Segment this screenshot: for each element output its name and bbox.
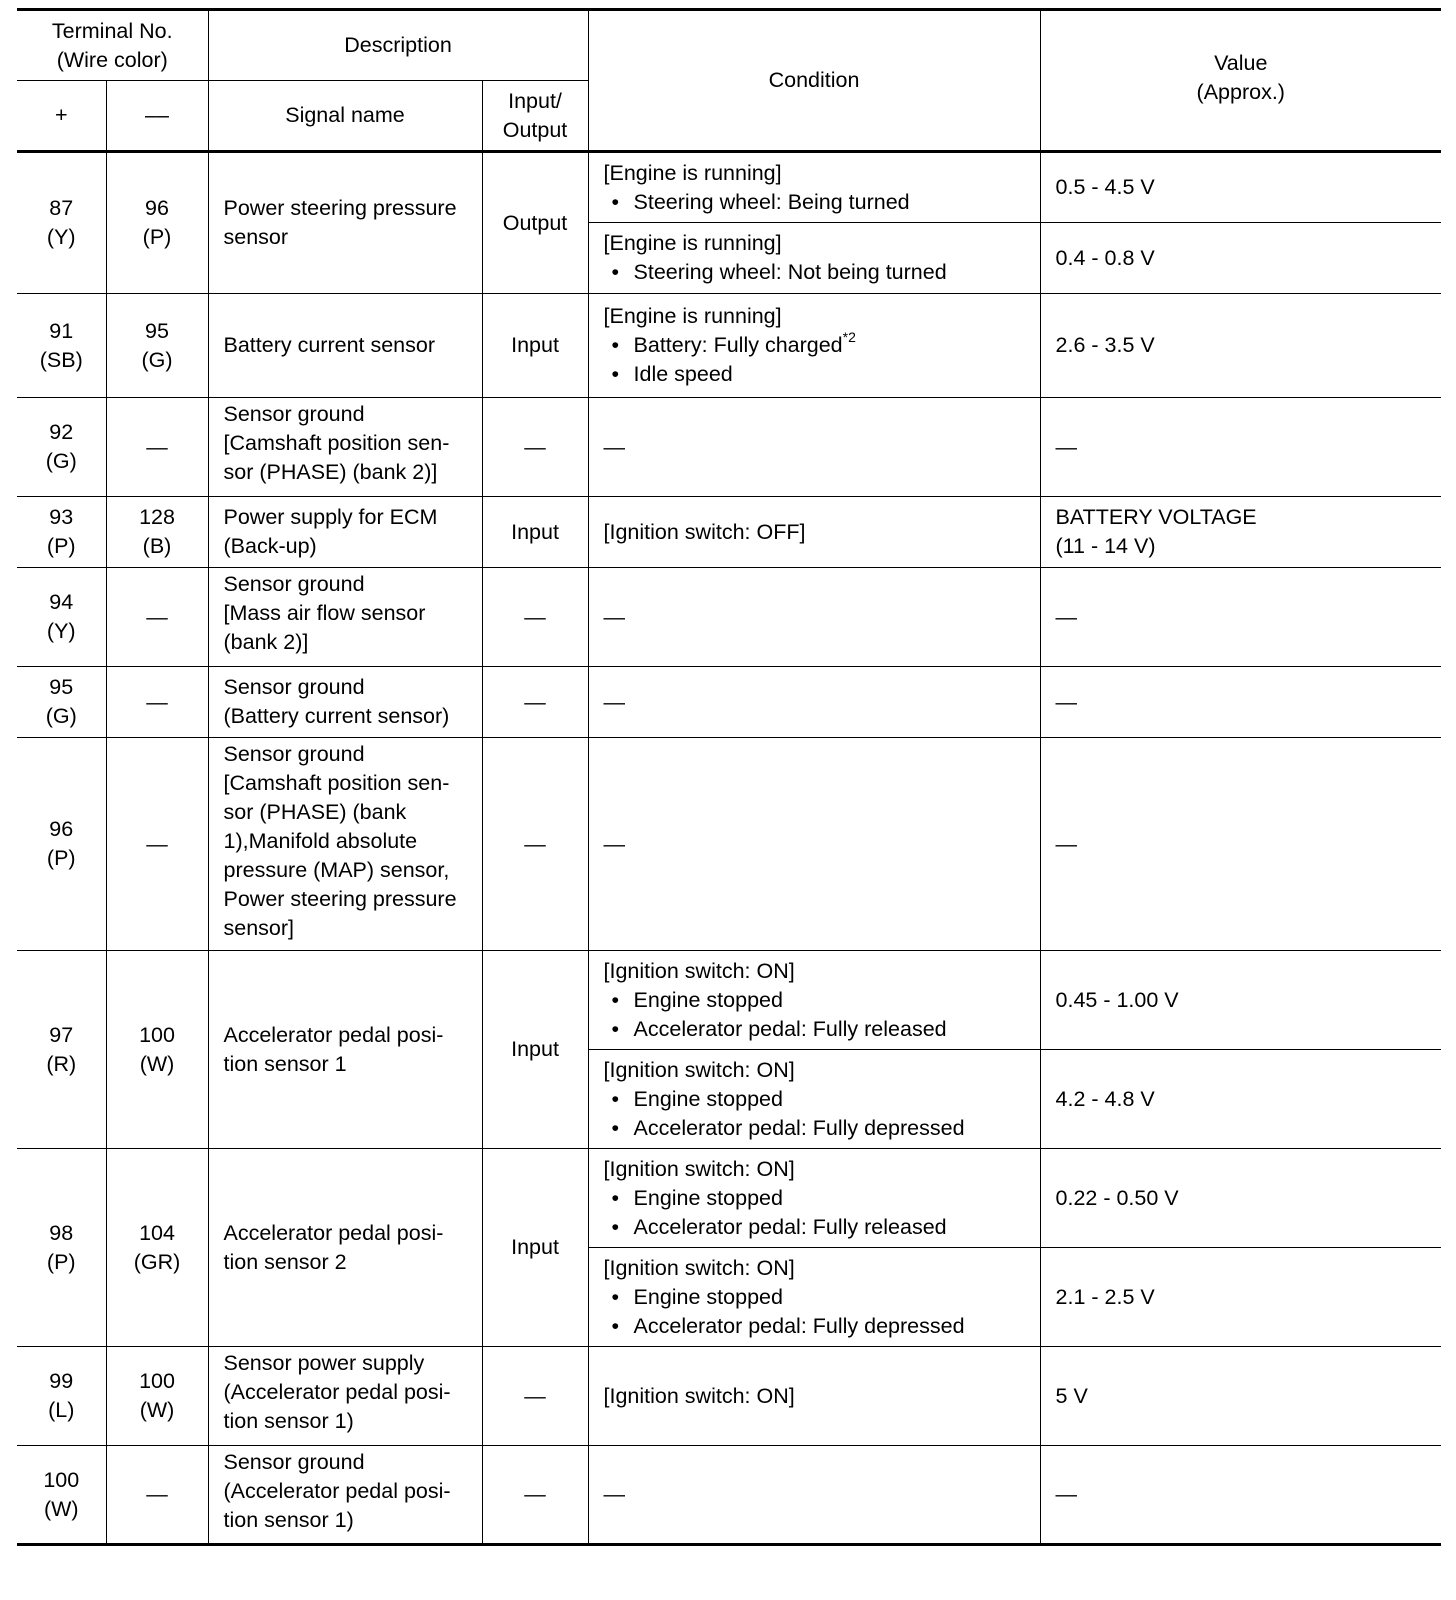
- input-output: Output: [482, 152, 588, 294]
- condition-bullet: • Battery: Fully charged$^{*2}$: [604, 331, 1040, 360]
- header-minus: ––: [106, 81, 208, 152]
- header-description: Description: [208, 10, 588, 81]
- condition-cell: [588, 667, 1040, 738]
- value-cell: —: [1040, 568, 1441, 667]
- table-row: [17, 398, 1441, 497]
- value-cell: 0.5 - 4.5 V: [1040, 152, 1441, 223]
- condition-cell: [588, 568, 1040, 667]
- input-output: —: [482, 1446, 588, 1545]
- bullet-dot: •: [611, 1115, 620, 1140]
- condition-text: [Ignition switch: ON]: [603, 1255, 795, 1280]
- condition-text: [Engine is running]: [603, 231, 782, 255]
- terminal-plus: 92 (G): [17, 398, 106, 497]
- value-cell: 2.1 - 2.5 V: [1040, 1248, 1441, 1347]
- header-input-output: Input/ Output: [482, 81, 588, 152]
- value-cell: 0.45 - 1.00 V: [1040, 951, 1441, 1050]
- bullet-dot: •: [611, 987, 620, 1012]
- footnote-mark: *2: [842, 328, 856, 345]
- condition-text: [Engine is running]: [603, 304, 782, 328]
- table-row: [17, 152, 1441, 223]
- condition-cell: [588, 1248, 1040, 1347]
- condition-bullet: • Engine stopped: [604, 1184, 1040, 1213]
- terminal-plus: 87 (Y): [17, 152, 106, 294]
- condition-text: —: [603, 434, 626, 459]
- condition-bullet: • Engine stopped: [604, 1283, 1040, 1312]
- table-row: [17, 951, 1441, 1050]
- bullet-dot: •: [611, 1214, 620, 1239]
- input-output: —: [482, 738, 588, 951]
- value-cell: 0.4 - 0.8 V: [1040, 223, 1441, 294]
- condition-text: [Ignition switch: OFF]: [603, 519, 806, 544]
- condition-text: —: [603, 831, 626, 856]
- signal-name: Accelerator pedal posi- tion sensor 1: [208, 951, 482, 1149]
- value-cell: —: [1040, 398, 1441, 497]
- condition-bullet: • Engine stopped: [604, 1085, 1040, 1114]
- value-cell: —: [1040, 667, 1441, 738]
- condition-bullet: • Accelerator pedal: Fully released: [604, 1213, 1040, 1242]
- table-body: [17, 152, 1441, 1545]
- terminal-minus: —: [106, 1446, 208, 1545]
- table-row: [17, 1446, 1441, 1545]
- condition-text: [Ignition switch: ON]: [603, 1057, 795, 1082]
- signal-name: Battery current sensor: [208, 294, 482, 398]
- condition-cell: [588, 152, 1040, 223]
- condition-cell: [588, 738, 1040, 951]
- bullet-dot: •: [611, 1313, 620, 1338]
- condition-cell: [588, 398, 1040, 497]
- input-output: Input: [482, 497, 588, 568]
- terminal-plus: 94 (Y): [17, 568, 106, 667]
- bullet-dot: •: [611, 1086, 620, 1111]
- condition-cell: [588, 294, 1040, 398]
- table-row: [17, 1149, 1441, 1248]
- signal-name: Sensor ground [Mass air flow sensor (bank 2)]: [208, 568, 482, 667]
- terminal-minus: 104 (GR): [106, 1149, 208, 1347]
- table-row: [17, 1347, 1441, 1446]
- table-row: [17, 294, 1441, 398]
- condition-bullet: • Engine stopped: [604, 986, 1040, 1015]
- header-plus: +: [17, 81, 106, 152]
- value-cell: 2.6 - 3.5 V: [1040, 294, 1441, 398]
- value-cell: 0.22 - 0.50 V: [1040, 1149, 1441, 1248]
- condition-cell: [588, 497, 1040, 568]
- terminal-plus: 91 (SB): [17, 294, 106, 398]
- input-output: Input: [482, 951, 588, 1149]
- table-row: [17, 497, 1441, 568]
- condition-cell: [588, 1347, 1040, 1446]
- terminal-minus: —: [106, 398, 208, 497]
- table-row: [17, 738, 1441, 951]
- terminal-table: [17, 8, 1441, 1546]
- terminal-minus: 100 (W): [106, 951, 208, 1149]
- input-output: —: [482, 568, 588, 667]
- value-cell: —: [1040, 738, 1441, 951]
- signal-name: Power steering pressure sensor: [208, 152, 482, 294]
- condition-cell: [588, 223, 1040, 294]
- header-value: Value (Approx.): [1040, 10, 1441, 152]
- bullet-dot: •: [611, 1185, 620, 1210]
- condition-text: [Ignition switch: ON]: [603, 1156, 795, 1181]
- signal-name: Sensor power supply (Accelerator pedal posi- tion sensor 1): [208, 1347, 482, 1446]
- value-cell: 5 V: [1040, 1347, 1441, 1446]
- terminal-minus: —: [106, 667, 208, 738]
- terminal-minus: —: [106, 568, 208, 667]
- terminal-plus: 93 (P): [17, 497, 106, 568]
- input-output: Input: [482, 1149, 588, 1347]
- terminal-plus: 96 (P): [17, 738, 106, 951]
- bullet-dot: •: [611, 1284, 620, 1309]
- condition-text: —: [603, 604, 626, 629]
- header-condition: Condition: [588, 10, 1040, 152]
- condition-text: [Ignition switch: ON]: [603, 958, 795, 983]
- condition-bullet: • Steering wheel: Being turned: [604, 188, 1040, 217]
- header-terminal-no: Terminal No. (Wire color): [17, 10, 208, 81]
- signal-name: Sensor ground (Accelerator pedal posi- tion sensor 1): [208, 1446, 482, 1545]
- input-output: —: [482, 398, 588, 497]
- value-cell: BATTERY VOLTAGE (11 - 14 V): [1040, 497, 1441, 568]
- terminal-plus: 100 (W): [17, 1446, 106, 1545]
- bullet-dot: •: [611, 1016, 620, 1041]
- terminal-plus: 99 (L): [17, 1347, 106, 1446]
- terminal-minus: —: [106, 738, 208, 951]
- bullet-dot: •: [611, 333, 620, 357]
- value-cell: —: [1040, 1446, 1441, 1545]
- condition-bullet: • Accelerator pedal: Fully depressed: [604, 1114, 1040, 1143]
- condition-cell: [588, 1446, 1040, 1545]
- condition-bullet: • Idle speed: [604, 360, 1040, 389]
- condition-text: [Ignition switch: ON]: [603, 1383, 795, 1408]
- bullet-dot: •: [611, 260, 620, 284]
- condition-cell: [588, 951, 1040, 1050]
- input-output: —: [482, 1347, 588, 1446]
- condition-bullet: • Steering wheel: Not being turned: [604, 258, 1040, 287]
- bullet-dot: •: [611, 362, 620, 386]
- terminal-minus: 95 (G): [106, 294, 208, 398]
- condition-bullet: • Accelerator pedal: Fully depressed: [604, 1312, 1040, 1341]
- input-output: —: [482, 667, 588, 738]
- terminal-minus: 96 (P): [106, 152, 208, 294]
- terminal-minus: 100 (W): [106, 1347, 208, 1446]
- condition-text: [Engine is running]: [603, 160, 782, 185]
- table-row: [17, 667, 1441, 738]
- condition-text: —: [603, 1482, 626, 1506]
- signal-name: Sensor ground (Battery current sensor): [208, 667, 482, 738]
- signal-name: Sensor ground [Camshaft position sen- sor (PHASE) (bank 1),Manifold absolute pressure (MAP) sensor, Power steering pressure sensor]: [208, 738, 482, 951]
- bullet-dot: •: [611, 189, 620, 214]
- signal-name: Sensor ground [Camshaft position sen- sor (PHASE) (bank 2)]: [208, 398, 482, 497]
- terminal-plus: 97 (R): [17, 951, 106, 1149]
- condition-cell: [588, 1149, 1040, 1248]
- input-output: Input: [482, 294, 588, 398]
- terminal-minus: 128 (B): [106, 497, 208, 568]
- value-cell: 4.2 - 4.8 V: [1040, 1050, 1441, 1149]
- header-signal-name: Signal name: [208, 81, 482, 152]
- terminal-plus: 98 (P): [17, 1149, 106, 1347]
- signal-name: Accelerator pedal posi- tion sensor 2: [208, 1149, 482, 1347]
- table-row: [17, 568, 1441, 667]
- condition-text: —: [603, 689, 626, 714]
- condition-bullet: • Accelerator pedal: Fully released: [604, 1015, 1040, 1044]
- terminal-plus: 95 (G): [17, 667, 106, 738]
- condition-cell: [588, 1050, 1040, 1149]
- signal-name: Power supply for ECM (Back-up): [208, 497, 482, 568]
